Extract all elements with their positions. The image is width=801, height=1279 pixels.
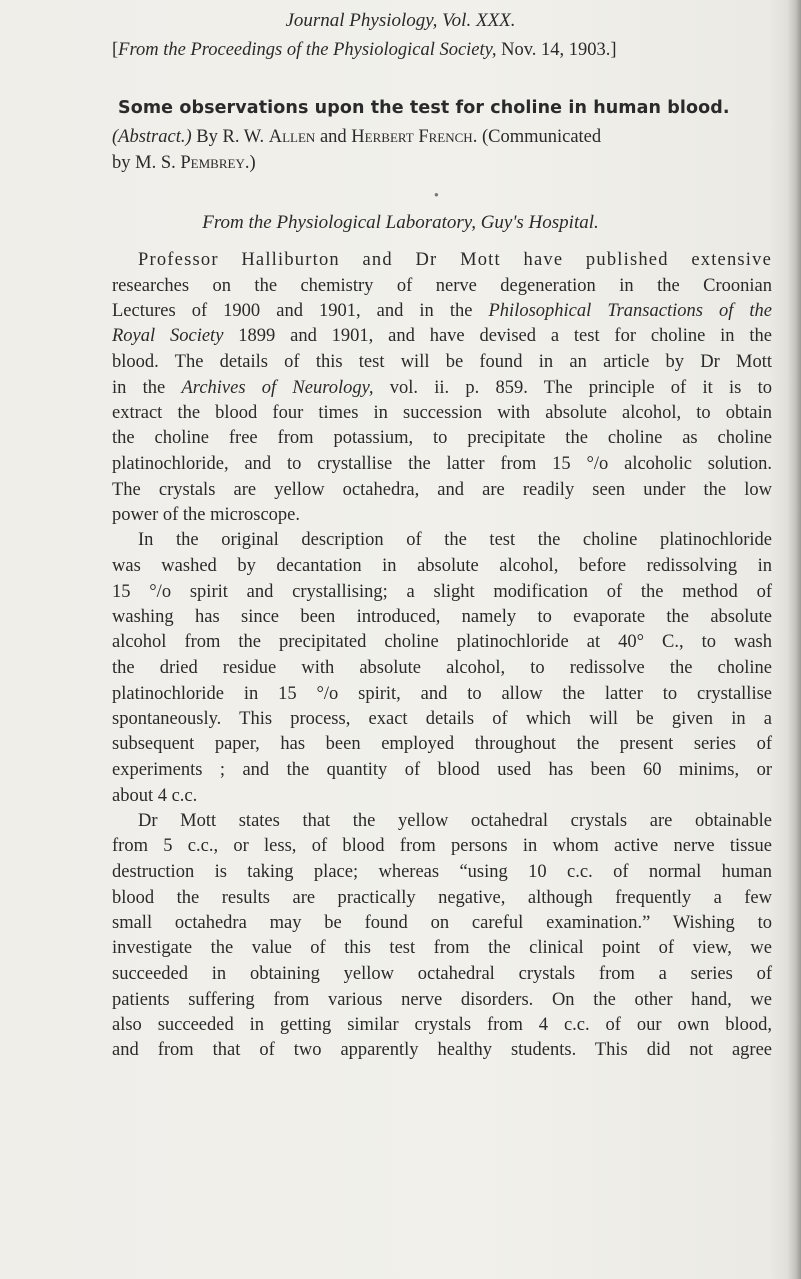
article-title: Some observations upon the test for choline in human blood. [118,98,730,118]
para1-line-11: power of the microscope. [112,505,301,525]
para1-line-9: platinochloride, and to crystallise the latter from 15 °/o alcoholic solution. [112,454,772,474]
journal-archives-neurology: Archives of Neurology, [181,378,374,398]
para3-line-4: blood the results are practically negative, although frequently a few [112,888,772,908]
author-allen: Allen [268,127,316,147]
communicator-pembrey: Pembrey [180,153,245,173]
para2-line-11: about 4 c.c. [112,786,198,806]
para1-line-7: extract the blood four times in succession with absolute alcohol, to obtain [112,403,772,423]
para2-line-2: was washed by decantation in absolute alcohol, before redissolving in [112,556,772,576]
para3-line-10: and from that of two apparently healthy students. This did not agree [112,1040,772,1060]
para2-line-7: platinochloride in 15 °/o spirit, and to allow the latter to crystallise [112,684,772,704]
para2-line-1: In the original description of the test the choline platinochloride [138,530,772,550]
running-head: Journal Physiology, Vol. XXX. [285,10,516,31]
citation-open-bracket: [ [112,40,119,60]
para3-line-5: small octahedra may be found on careful examination.” Wishing to [112,913,772,933]
para3-line-9: also succeeded in getting similar crystals from 4 c.c. of our own blood, [112,1015,772,1035]
para3-line-6: investigate the value of this test from the clinical point of view, we [112,938,772,958]
author-french: Herbert French [351,127,473,147]
para3-line-3: destruction is taking place; whereas “using 10 c.c. of normal human [112,862,772,882]
byline-line-1: (Abstract.) By R. W. Allen and Herbert French. (Communicated [112,127,602,147]
para2-line-4: washing has since been introduced, namely to evaporate the absolute [112,607,772,627]
stray-mark: ● [434,190,439,199]
para2-line-3: 15 °/o spirit and crystallising; a slight modification of the method of [112,582,772,602]
journal-royal-society: Royal Society [112,326,224,346]
institution-line: From the Physiological Laboratory, Guy's Hospital. [202,212,599,233]
citation-date: Nov. 14, 1903.] [496,40,617,60]
para1-line-2: researches on the chemistry of nerve degeneration in the Croonian [112,276,772,296]
para1-line-5: blood. The details of this test will be found in an article by Dr Mott [112,352,772,372]
para3-line-7: succeeded in obtaining yellow octahedral crystals from a series of [112,964,772,984]
para2-line-6: the dried residue with absolute alcohol, to redissolve the choline [112,658,772,678]
byline-line-2: by M. S. Pembrey.) [112,153,256,173]
para1-line-8: the choline free from potassium, to precipitate the choline as choline [112,428,772,448]
para2-line-9: subsequent paper, has been employed throughout the present series of [112,734,772,754]
para1-line-6: in the Archives of Neurology, vol. ii. p. 859. The principle of it is to [112,378,772,398]
para3-line-2: from 5 c.c., or less, of blood from persons in whom active nerve tissue [112,836,772,856]
page-edge-shadow [787,0,801,1279]
journal-phil-trans: Philosophical Transactions of the [488,301,773,321]
proceedings-citation [112,40,617,61]
para2-line-8: spontaneously. This process, exact details of which will be given in a [112,709,772,729]
para1-line-10: The crystals are yellow octahedra, and are readily seen under the low [112,480,772,500]
abstract-label: (Abstract.) [112,127,192,147]
para1-line-1: Professor Halliburton and Dr Mott have published extensive [138,250,772,270]
para3-line-1: Dr Mott states that the yellow octahedral crystals are obtainable [138,811,772,831]
para1-line-3: Lectures of 1900 and 1901, and in the Philosophical Transactions of the [112,301,773,321]
para2-line-5: alcohol from the precipitated choline platinochloride at 40° C., to wash [112,632,772,652]
citation-source: From the Proceedings of the Physiological Society, [118,40,497,60]
para1-line-4: Royal Society 1899 and 1901, and have devised a test for choline in the [112,326,772,346]
para2-line-10: experiments ; and the quantity of blood used has been 60 minims, or [112,760,772,780]
para3-line-8: patients suffering from various nerve disorders. On the other hand, we [112,990,772,1010]
